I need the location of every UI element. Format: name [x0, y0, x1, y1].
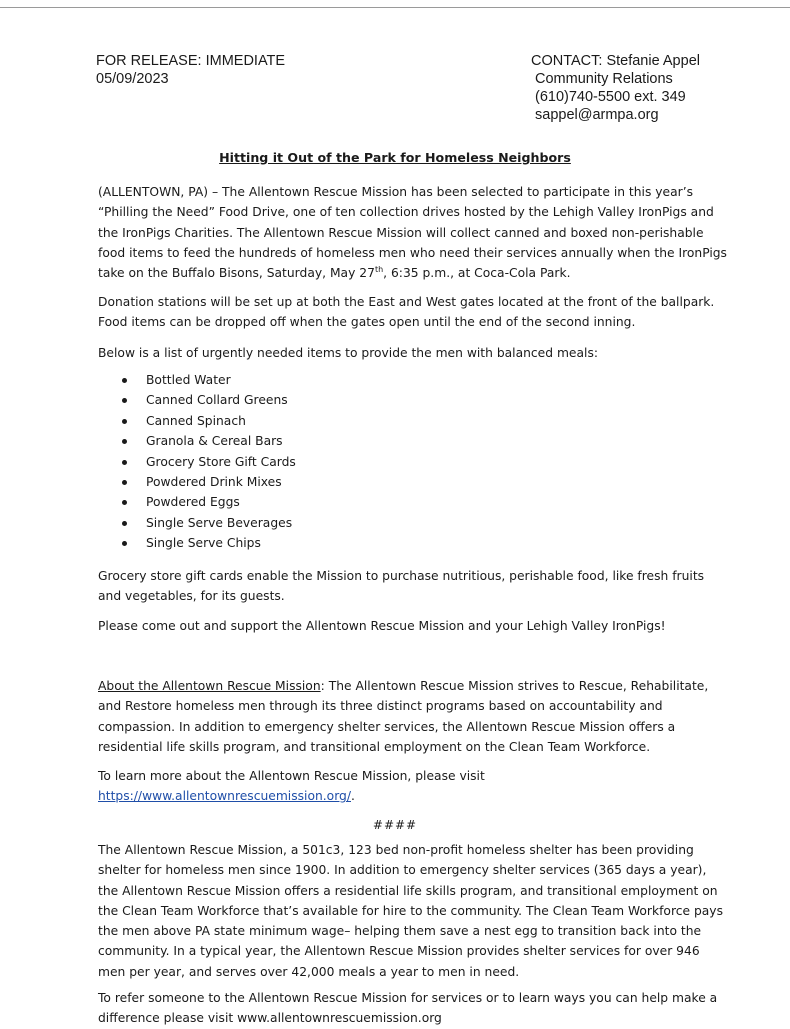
headline: Hitting it Out of the Park for Homeless Neighbors	[219, 150, 571, 165]
donation-text: Donation stations will be set up at both the East and West gates located at the front of the ballpark. Food items can be dropped off when the gates open until the end of the second inning.	[98, 295, 715, 330]
contact-email: sappel@armpa.org	[535, 107, 659, 123]
list-item: Bottled Water	[120, 370, 296, 390]
list-item: Single Serve Chips	[120, 533, 296, 553]
gift-card-text: Grocery store gift cards enable the Mission to purchase nutritious, perishable food, like fresh fruits and vegetables, for its guests.	[98, 569, 705, 604]
list-intro-text: Below is a list of urgently needed items to provide the men with balanced meals:	[98, 346, 598, 360]
learn-more-text: To learn more about the Allentown Rescue Mission, please visit	[98, 769, 485, 783]
release-block	[96, 52, 285, 88]
list-item: Powdered Drink Mixes	[120, 472, 296, 492]
contact-block	[531, 52, 700, 124]
refer-text: To refer someone to the Allentown Rescue Mission for services or to learn ways you can help make a difference please visit www.allentownrescuemission.org	[98, 991, 718, 1026]
list-item: Powdered Eggs	[120, 492, 296, 512]
intro-sup: th	[374, 265, 384, 275]
donation-paragraph	[98, 292, 728, 333]
intro-text-a: (ALLENTOWN, PA) – The Allentown Rescue Mission has been selected to participate in this year’s “Philling the Need” Food Drive, one of ten collection drives hosted by the Lehigh Valley IronPigs and the IronPigs Charities. The Allentown Rescue Mission will collect canned and boxed non-perishable food items to feed the hundreds of homeless men who need their services annually when the IronPigs take on the Buffalo Bisons, Saturday, May 27	[98, 185, 727, 281]
website-link[interactable]: https://www.allentownrescuemission.org/	[98, 789, 351, 804]
support-paragraph	[98, 616, 728, 636]
release-label: FOR RELEASE: IMMEDIATE	[96, 53, 286, 69]
contact-phone: (610)740-5500 ext. 349	[535, 89, 686, 105]
about-text: : The Allentown Rescue Mission strives to Rescue, Rehabilitate, and Restore homeless men through its three distinct programs based on accountability and compassion. In addition to emergency shelter services, the Allentown Rescue Mission offers a residential life skills program, and transitional employment on the Clean Team Workforce.	[98, 679, 709, 754]
boilerplate-paragraph	[98, 840, 728, 982]
list-item: Single Serve Beverages	[120, 513, 296, 533]
gift-card-paragraph	[98, 566, 728, 607]
release-date: 05/09/2023	[96, 71, 169, 87]
list-item: Granola & Cereal Bars	[120, 431, 296, 451]
list-item: Canned Collard Greens	[120, 390, 296, 410]
intro-text-b: , 6:35 p.m., at Coca-Cola Park.	[383, 266, 571, 281]
list-intro-paragraph	[98, 343, 728, 363]
intro-paragraph	[98, 182, 728, 283]
scan-top-line	[0, 7, 790, 8]
about-paragraph	[98, 676, 728, 757]
about-heading: About the Allentown Rescue Mission	[98, 679, 321, 693]
refer-paragraph	[98, 988, 728, 1029]
support-text: Please come out and support the Allentown Rescue Mission and your Lehigh Valley IronPigs!	[98, 619, 666, 633]
contact-name: CONTACT: Stefanie Appel	[531, 53, 700, 69]
learn-more-period: .	[351, 789, 355, 804]
learn-more-paragraph	[98, 766, 728, 807]
boilerplate-text: The Allentown Rescue Mission, a 501c3, 123 bed non-profit homeless shelter has been providing shelter for homeless men since 1900. In addition to emergency shelter services (365 days a year), the Allentown Rescue Mission offers a residential life skills program, and transitional employment on the Clean Team Workforce that’s available for hire to the community. The Clean Team Workforce pays the men above PA state minimum wage– helping them save a nest egg to transition back into the community. In a typical year, the Allentown Rescue Mission provides shelter services for over 946 men per year, and serves over 42,000 meals a year to men in need.	[98, 843, 723, 979]
list-item: Canned Spinach	[120, 411, 296, 431]
list-item: Grocery Store Gift Cards	[120, 452, 296, 472]
needed-items-list	[120, 370, 296, 554]
contact-dept: Community Relations	[535, 71, 673, 87]
end-marker: ####	[372, 818, 418, 832]
